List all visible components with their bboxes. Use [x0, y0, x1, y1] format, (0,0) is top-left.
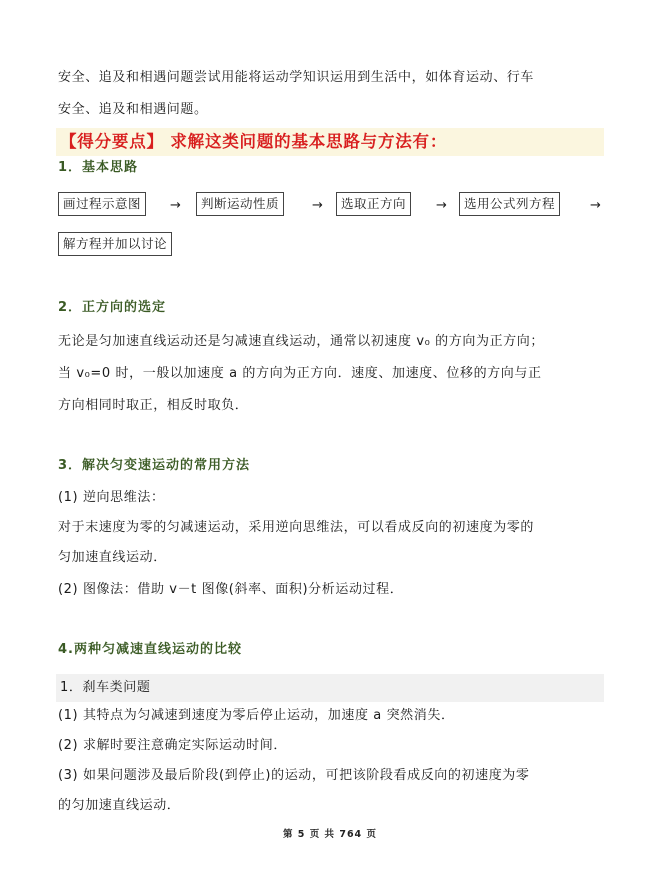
key-points-banner — [56, 128, 604, 156]
arrow-icon: → — [590, 198, 601, 213]
intro-line-1: 安全、追及和相遇问题尝试用能将运动学知识运用到生活中，如体育运动、行车 — [58, 70, 535, 85]
step-box-5: 解方程并加以讨论 — [58, 232, 172, 256]
section-3-item-2: (2) 图像法：借助 v－t 图像(斜率、面积)分析运动过程． — [58, 582, 404, 597]
arrow-icon: → — [436, 198, 447, 213]
section-4-item-3-line-2: 的匀加速直线运动． — [58, 798, 181, 813]
section-4-heading: 4.两种匀减速直线运动的比较 — [58, 642, 242, 657]
step-box-4: 选用公式列方程 — [459, 192, 560, 216]
intro-line-2: 安全、追及和相遇问题。 — [58, 102, 208, 117]
arrow-icon: → — [312, 198, 323, 213]
section-2-line-1: 无论是匀加速直线运动还是匀减速直线运动，通常以初速度 v₀ 的方向为正方向； — [58, 334, 544, 349]
section-4-item-2: (2) 求解时要注意确定实际运动时间． — [58, 738, 287, 753]
section-3-item-1-line-1: 对于末速度为零的匀减速运动，采用逆向思维法，可以看成反向的初速度为零的 — [58, 520, 535, 535]
step-box-3: 选取正方向 — [336, 192, 411, 216]
key-points-title: 【得分要点】 求解这类问题的基本思路与方法有： — [60, 132, 448, 151]
section-1-heading: 1．基本思路 — [58, 160, 139, 175]
section-4-item-3-line-1: (3) 如果问题涉及最后阶段(到停止)的运动，可把该阶段看成反向的初速度为零 — [58, 768, 530, 783]
section-3-item-1-line-2: 匀加速直线运动． — [58, 550, 167, 565]
page-number-footer: 第 5 页 共 764 页 — [283, 829, 377, 840]
section-2-heading: 2．正方向的选定 — [58, 300, 167, 315]
section-2-line-3: 方向相同时取正，相反时取负． — [58, 398, 249, 413]
arrow-icon: → — [170, 198, 181, 213]
section-4-subheading-bar — [56, 674, 604, 702]
section-4-subheading: 1．刹车类问题 — [60, 680, 151, 695]
section-4-item-1: (1) 其特点为匀减速到速度为零后停止运动，加速度 a 突然消失． — [58, 708, 455, 723]
section-3-heading: 3．解决匀变速运动的常用方法 — [58, 458, 251, 473]
step-box-1: 画过程示意图 — [58, 192, 146, 216]
step-box-2: 判断运动性质 — [196, 192, 284, 216]
section-3-item-1-title: (1) 逆向思维法： — [58, 490, 165, 505]
section-2-line-2: 当 v₀=0 时，一般以加速度 a 的方向为正方向．速度、加速度、位移的方向与正 — [58, 366, 542, 381]
